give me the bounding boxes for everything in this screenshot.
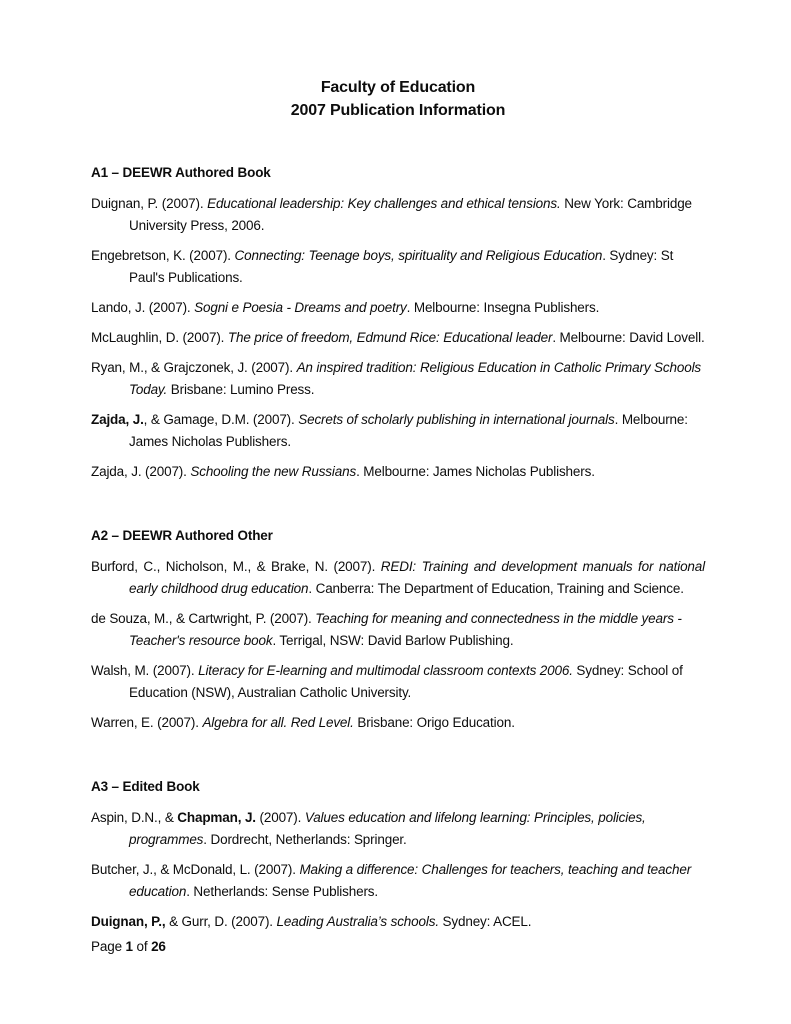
reference-entry	[91, 859, 705, 903]
reference-entry	[91, 712, 705, 734]
reference-segment-i: Leading Australia’s schools.	[276, 914, 439, 929]
reference-segment-i: REDI: Training and development manuals for national early childhood drug education	[129, 559, 705, 596]
reference-segment-n: Burford, C., Nicholson, M., & Brake, N. (2007).	[91, 559, 381, 574]
reference-segment-n: Engebretson, K. (2007).	[91, 248, 235, 263]
reference-segment-b: Zajda, J.	[91, 412, 144, 427]
reference-segment-n: . Dordrecht, Netherlands: Springer.	[203, 832, 407, 847]
reference-entry	[91, 911, 705, 933]
reference-segment-n: . Melbourne: James Nicholas Publishers.	[356, 464, 595, 479]
reference-segment-n: (2007).	[255, 810, 305, 825]
reference-entry	[91, 357, 705, 401]
reference-segment-n: . Terrigal, NSW: David Barlow Publishing.	[272, 633, 514, 648]
reference-segment-n: Zajda, J. (2007).	[91, 464, 191, 479]
section-heading: A3 – Edited Book	[91, 779, 200, 794]
reference-segment-n: Duignan, P. (2007).	[91, 196, 208, 211]
footer-prefix: Page	[91, 939, 126, 954]
reference-segment-i: Values education and lifelong learning: Principles, policies, programmes	[129, 810, 646, 847]
publication-section	[91, 162, 705, 483]
reference-entry	[91, 556, 705, 600]
publication-sections	[91, 162, 705, 933]
reference-entry	[91, 461, 705, 483]
reference-segment-i: Schooling the new Russians	[190, 464, 357, 479]
reference-segment-n: Brisbane: Origo Education.	[353, 715, 515, 730]
section-heading: A2 – DEEWR Authored Other	[91, 528, 273, 543]
reference-segment-n: de Souza, M., & Cartwright, P. (2007).	[91, 611, 316, 626]
reference-segment-n: Walsh, M. (2007).	[91, 663, 199, 678]
footer-separator: of	[132, 939, 152, 954]
reference-segment-i: Educational leadership: Key challenges and ethical tensions.	[207, 196, 561, 211]
reference-segment-n: , & Gamage, D.M. (2007).	[143, 412, 299, 427]
reference-segment-i: Teaching for meaning and connectedness in the middle years - Teacher's resource book	[129, 611, 682, 648]
reference-segment-n: McLaughlin, D. (2007).	[91, 330, 228, 345]
reference-segment-n: . Melbourne: David Lovell.	[552, 330, 705, 345]
reference-entry	[91, 660, 705, 704]
reference-segment-n: Ryan, M., & Grajczonek, J. (2007).	[91, 360, 297, 375]
reference-entry	[91, 807, 705, 851]
reference-segment-n: . Sydney: St Paul's Publications.	[129, 248, 674, 285]
publication-section	[91, 776, 705, 933]
reference-entry	[91, 409, 705, 453]
reference-segment-n: New York: Cambridge University Press, 2006.	[129, 196, 692, 233]
reference-entry	[91, 245, 705, 289]
reference-segment-n: . Netherlands: Sense Publishers.	[186, 884, 379, 899]
reference-segment-n: Sydney: School of Education (NSW), Australian Catholic University.	[129, 663, 683, 700]
reference-segment-i: Making a difference: Challenges for teachers, teaching and teacher education	[129, 862, 692, 899]
reference-entry	[91, 193, 705, 237]
reference-entry	[91, 608, 705, 652]
reference-segment-n: . Canberra: The Department of Education, Training and Science.	[308, 581, 684, 596]
reference-segment-i: Literacy for E-learning and multimodal classroom contexts 2006.	[198, 663, 573, 678]
document-title-line2: 2007 Publication Information	[290, 102, 506, 119]
reference-segment-n: . Melbourne: Insegna Publishers.	[406, 300, 600, 315]
reference-segment-i: Secrets of scholarly publishing in international journals	[298, 412, 615, 427]
reference-segment-n: Aspin, D.N., &	[91, 810, 178, 825]
document-title-line1: Faculty of Education	[320, 79, 476, 96]
reference-segment-i: The price of freedom, Edmund Rice: Educational leader	[227, 330, 553, 345]
reference-segment-n: Warren, E. (2007).	[91, 715, 203, 730]
reference-entry	[91, 297, 705, 319]
reference-segment-n: Sydney: ACEL.	[438, 914, 532, 929]
reference-segment-i: Algebra for all. Red Level.	[202, 715, 354, 730]
footer-page-number: 1	[125, 939, 133, 954]
reference-segment-n: . Melbourne: James Nicholas Publishers.	[129, 412, 688, 449]
reference-segment-n: Lando, J. (2007).	[91, 300, 195, 315]
page-footer	[91, 936, 166, 958]
reference-segment-n: & Gurr, D. (2007).	[165, 914, 277, 929]
reference-segment-b: Chapman, J.	[177, 810, 256, 825]
reference-segment-n: Butcher, J., & McDonald, L. (2007).	[91, 862, 300, 877]
reference-segment-i: An inspired tradition: Religious Education in Catholic Primary Schools Today.	[129, 360, 702, 397]
reference-segment-n: Brisbane: Lumino Press.	[167, 382, 315, 397]
reference-entry	[91, 327, 705, 349]
reference-segment-i: Connecting: Teenage boys, spirituality and Religious Education	[234, 248, 603, 263]
section-heading: A1 – DEEWR Authored Book	[91, 165, 271, 180]
reference-segment-b: Duignan, P.,	[91, 914, 166, 929]
footer-total-pages: 26	[151, 939, 166, 954]
reference-segment-i: Sogni e Poesia - Dreams and poetry	[194, 300, 407, 315]
publication-section	[91, 525, 705, 734]
document-header	[91, 76, 705, 122]
